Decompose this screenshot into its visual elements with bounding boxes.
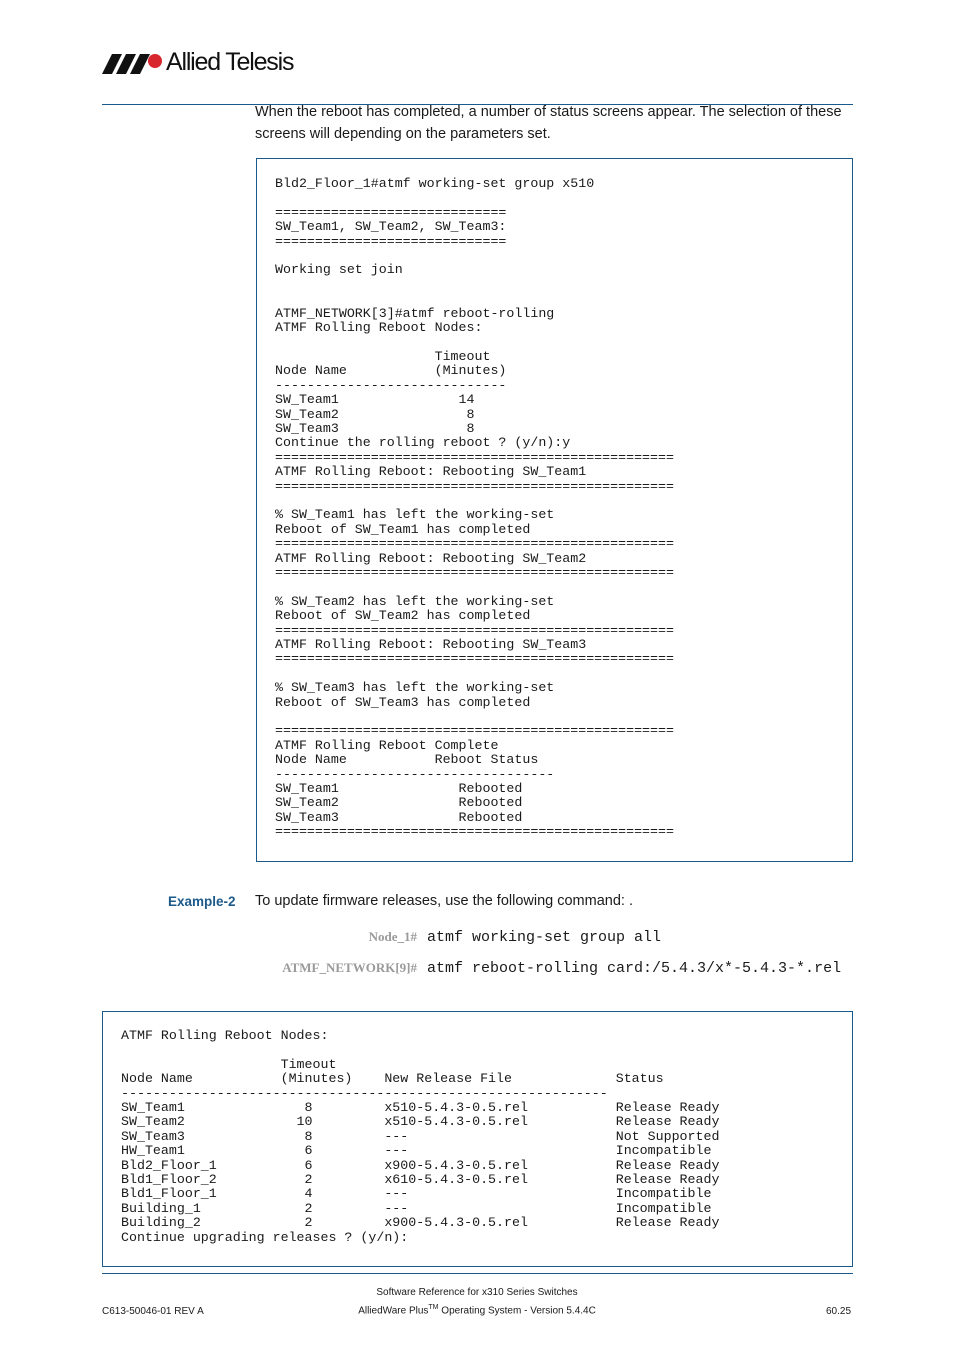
command-line-1 xyxy=(255,928,661,946)
footer-title: Software Reference for x310 Series Switches xyxy=(376,1287,578,1298)
example-description: To update firmware releases, use the following command: . xyxy=(255,893,633,909)
intro-paragraph: When the reboot has completed, a number of status screens appear. The selection of these screens will depending on the parameters set. xyxy=(255,104,842,142)
command-line-2 xyxy=(255,959,841,977)
footer-os-version xyxy=(0,1304,954,1316)
logo-wordmark: Allied Telesis xyxy=(166,48,294,76)
footer-page-number: 60.25 xyxy=(826,1306,852,1317)
terminal-output-1: Bld2_Floor_1#atmf working-set group x510 ============================= SW_Team1, SW_Team2, SW_Team3: ============================= Working set join ATMF_NETWORK[3]#atmf reboot-rolling ATMF Rolling Reboot Nodes: Timeout Node Name (Minutes) ----------------------------- SW_Team1 14 SW_Team2 8 SW_Team3 8 Continue the rolling reboot ? (y/n):y ================================================== ATMF Rolling Reboot: Rebooting SW_Team1 ================================================== % SW_Team1 has left the working-set Reboot of SW_Team1 has completed ================================================== ATMF Rolling Reboot: Rebooting SW_Team2 ================================================== % SW_Team2 has left the working-set Reboot of SW_Team2 has completed ================================================== ATMF Rolling Reboot: Rebooting SW_Team3 ================================================== % SW_Team3 has left the working-set Reboot of SW_Team3 has completed ================================================== ATMF Rolling Reboot Complete Node Name Reboot Status ----------------------------------- SW_Team1 Rebooted SW_Team2 Rebooted SW_Team3 Rebooted ================================================== xyxy=(275,176,674,840)
allied-telesis-logo xyxy=(102,48,302,82)
footer-rule xyxy=(102,1273,853,1274)
terminal-output-2: ATMF Rolling Reboot Nodes: Timeout Node Name (Minutes) New Release File Status ------------------------------------------------------------- SW_Team1 8 x510-5.4.3-0.5.rel Release Ready SW_Team2 10 x510-5.4.3-0.5.rel Release Ready SW_Team3 8 --- Not Supported HW_Team1 6 --- Incompatible Bld2_Floor_1 6 x900-5.4.3-0.5.rel Release Ready Bld1_Floor_2 2 x610-5.4.3-0.5.rel Release Ready Bld1_Floor_1 4 --- Incompatible Building_1 2 --- Incompatible Building_2 2 x900-5.4.3-0.5.rel Release Ready Continue upgrading releases ? (y/n): xyxy=(121,1028,720,1245)
footer-os-prefix: AlliedWare Plus xyxy=(358,1305,429,1317)
command-text: atmf reboot-rolling card:/5.4.3/x*-5.4.3-*.rel xyxy=(427,960,842,977)
footer-doc-id: C613-50046-01 REV A xyxy=(102,1306,204,1317)
command-prompt: Node_1# xyxy=(368,929,417,944)
footer-os-suffix: Operating System - Version 5.4.4C xyxy=(438,1305,596,1317)
example-label: Example-2 xyxy=(168,894,236,909)
command-prompt: ATMF_NETWORK[9]# xyxy=(282,960,417,975)
footer-os-tm: TM xyxy=(428,1304,439,1311)
allied-telesis-logo-icon xyxy=(102,53,164,75)
terminal-output-box-2 xyxy=(102,1011,853,1267)
command-text: atmf working-set group all xyxy=(427,929,662,946)
terminal-output-box-1 xyxy=(256,158,853,862)
